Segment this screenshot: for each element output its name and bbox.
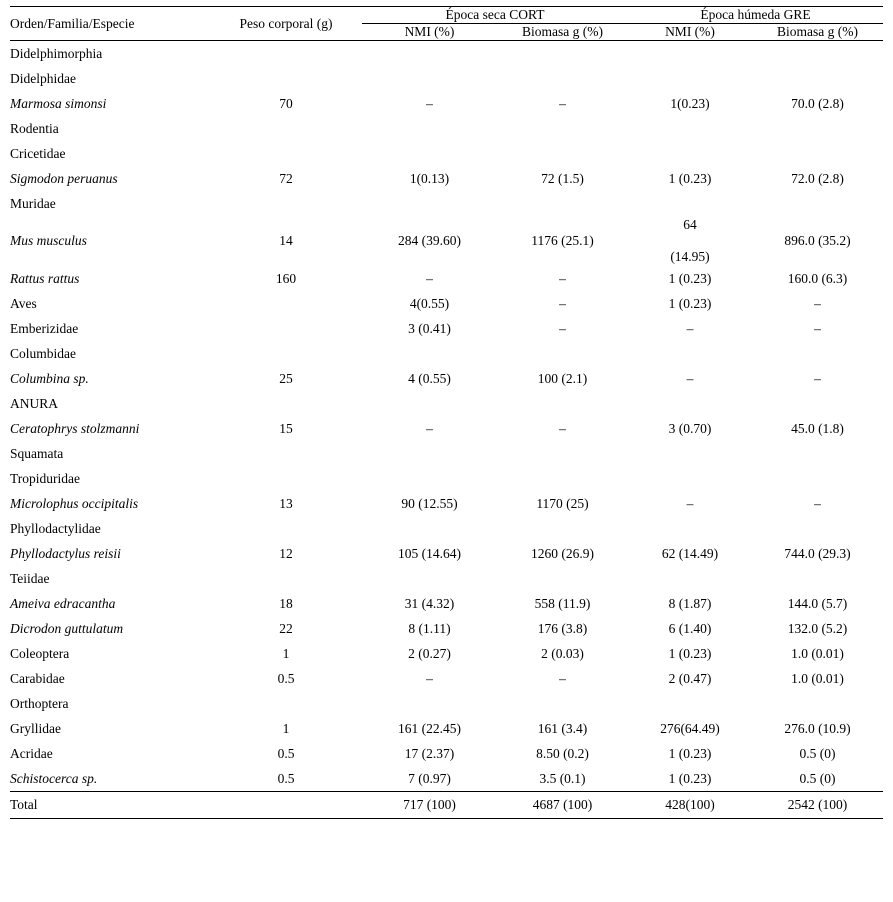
row-biomass-wet: – — [814, 295, 821, 311]
row-biomass-wet — [752, 441, 883, 466]
row-species-name: Tropiduridae — [10, 470, 80, 486]
row-species-name: Didelphimorphia — [10, 45, 103, 61]
total-label: Total — [10, 792, 210, 819]
row-species-name: Microlophus occipitalis — [10, 495, 139, 511]
row-nmi-wet — [628, 516, 752, 541]
table-row — [10, 91, 883, 116]
table-row — [10, 591, 883, 616]
row-nmi-wet: 1 (0.23) — [668, 170, 712, 186]
row-nmi-dry: 4 (0.55) — [408, 370, 451, 386]
row-biomass-dry — [497, 41, 628, 67]
row-biomass-dry: 2 (0.03) — [541, 645, 584, 661]
row-species-name: Sigmodon peruanus — [10, 170, 118, 186]
row-biomass-dry — [497, 566, 628, 591]
row-biomass-wet — [752, 516, 883, 541]
row-body-weight — [210, 116, 362, 141]
row-body-weight — [210, 341, 362, 366]
row-species-name: Gryllidae — [10, 720, 61, 736]
total-biomass-wet: 2542 (100) — [752, 792, 883, 819]
row-nmi-dry — [362, 341, 497, 366]
row-biomass-wet: 1.0 (0.01) — [791, 645, 844, 661]
row-species-name: Orthoptera — [10, 695, 69, 711]
row-biomass-wet: 744.0 (29.3) — [784, 545, 851, 561]
row-body-weight — [210, 441, 362, 466]
row-nmi-wet: 1 (0.23) — [668, 645, 712, 661]
row-nmi-dry: 161 (22.45) — [398, 720, 461, 736]
row-species-name: Mus musculus — [10, 233, 87, 248]
col-nmi-dry: NMI (%) — [404, 24, 455, 39]
table-row — [10, 741, 883, 766]
row-nmi-wet — [628, 41, 752, 67]
row-species-name: Rodentia — [10, 120, 59, 136]
bottom-rule — [10, 819, 883, 820]
row-nmi-dry: 8 (1.11) — [408, 620, 451, 636]
row-nmi-dry: – — [426, 95, 433, 111]
row-species-name: Phyllodactylus reisii — [10, 545, 121, 561]
row-nmi-wet-line2: (14.95) — [670, 249, 710, 264]
row-biomass-dry: 176 (3.8) — [537, 620, 588, 636]
row-biomass-wet: 160.0 (6.3) — [787, 270, 848, 286]
row-body-weight — [210, 566, 362, 591]
col-group-dry: Época seca CORT — [362, 7, 628, 24]
table-row — [10, 291, 883, 316]
table-row — [10, 541, 883, 566]
row-biomass-dry — [497, 691, 628, 716]
row-biomass-dry: 3.5 (0.1) — [539, 770, 586, 786]
row-nmi-dry — [362, 566, 497, 591]
row-body-weight: 13 — [279, 495, 293, 511]
row-body-weight: 0.5 — [277, 745, 295, 761]
row-body-weight: 72 — [279, 170, 293, 186]
row-body-weight: 25 — [279, 370, 293, 386]
row-nmi-wet — [628, 441, 752, 466]
row-biomass-dry — [497, 466, 628, 491]
row-biomass-wet: 0.5 (0) — [799, 770, 836, 786]
row-species-name: Aves — [10, 295, 37, 311]
table-row — [10, 616, 883, 641]
row-nmi-dry — [362, 516, 497, 541]
row-biomass-dry: 1170 (25) — [536, 495, 589, 511]
row-biomass-dry: 1260 (26.9) — [531, 545, 594, 561]
row-biomass-dry: 558 (11.9) — [534, 595, 591, 611]
col-group-wet: Época húmeda GRE — [628, 7, 883, 24]
row-body-weight — [210, 391, 362, 416]
row-biomass-wet — [752, 691, 883, 716]
row-biomass-dry — [497, 141, 628, 166]
row-biomass-wet: 276.0 (10.9) — [784, 720, 851, 736]
row-biomass-wet — [752, 466, 883, 491]
table-row — [10, 341, 883, 366]
row-nmi-wet — [628, 466, 752, 491]
row-body-weight: 14 — [279, 233, 293, 248]
row-biomass-wet: 70.0 (2.8) — [791, 95, 844, 111]
row-nmi-dry: 2 (0.27) — [408, 645, 451, 661]
row-nmi-dry: 4(0.55) — [409, 295, 450, 311]
table-row — [10, 766, 883, 792]
row-nmi-wet: 276(64.49) — [660, 720, 720, 736]
row-nmi-dry — [362, 191, 497, 216]
row-species-name: Schistocerca sp. — [10, 770, 98, 786]
row-nmi-wet — [628, 116, 752, 141]
row-body-weight — [210, 516, 362, 541]
row-biomass-wet: 1.0 (0.01) — [791, 670, 844, 686]
row-species-name: Ceratophrys stolzmanni — [10, 420, 140, 436]
total-weight — [210, 792, 362, 819]
row-nmi-dry — [362, 41, 497, 67]
table-row — [10, 41, 883, 67]
row-body-weight — [210, 316, 362, 341]
row-nmi-wet: – — [686, 495, 694, 511]
row-body-weight — [210, 141, 362, 166]
col-body-weight: Peso corporal (g) — [210, 7, 362, 41]
row-nmi-dry: 17 (2.37) — [404, 745, 455, 761]
total-row — [10, 792, 883, 819]
row-nmi-wet — [628, 216, 752, 266]
table-row — [10, 366, 883, 391]
row-nmi-wet: – — [686, 320, 694, 336]
row-biomass-dry — [497, 441, 628, 466]
row-nmi-dry — [362, 691, 497, 716]
row-biomass-dry: – — [559, 270, 566, 286]
row-species-name: Emberizidae — [10, 320, 79, 336]
table-row — [10, 466, 883, 491]
row-body-weight — [210, 191, 362, 216]
row-biomass-wet — [752, 566, 883, 591]
row-species-name: Dicrodon guttulatum — [10, 620, 124, 636]
row-nmi-wet: – — [686, 370, 694, 386]
row-nmi-wet: 2 (0.47) — [668, 670, 712, 686]
row-biomass-wet: – — [814, 495, 821, 511]
row-nmi-dry: 7 (0.97) — [408, 770, 451, 786]
row-biomass-dry: – — [559, 420, 566, 436]
table-row — [10, 441, 883, 466]
row-nmi-wet — [628, 141, 752, 166]
row-nmi-wet: 1(0.23) — [670, 95, 710, 111]
row-body-weight — [210, 691, 362, 716]
row-body-weight: 1 — [282, 720, 290, 736]
row-nmi-wet: 1 (0.23) — [668, 270, 712, 286]
row-nmi-dry — [362, 141, 497, 166]
row-body-weight — [210, 291, 362, 316]
row-nmi-wet — [628, 341, 752, 366]
table-row — [10, 141, 883, 166]
row-nmi-wet-line1: 64 — [683, 217, 697, 232]
total-nmi-wet: 428(100) — [628, 792, 752, 819]
row-nmi-wet — [628, 66, 752, 91]
row-biomass-wet: – — [814, 370, 821, 386]
row-nmi-dry: 284 (39.60) — [398, 233, 461, 248]
row-species-name: Columbina sp. — [10, 370, 89, 386]
row-nmi-wet: 6 (1.40) — [668, 620, 712, 636]
row-biomass-dry — [497, 516, 628, 541]
table-row — [10, 641, 883, 666]
row-biomass-dry — [497, 116, 628, 141]
row-biomass-dry — [497, 66, 628, 91]
row-nmi-dry: 105 (14.64) — [398, 545, 461, 561]
row-nmi-wet — [628, 691, 752, 716]
row-species-name: Acridae — [10, 745, 53, 761]
row-nmi-wet — [628, 191, 752, 216]
row-species-name: Coleoptera — [10, 645, 70, 661]
table-row — [10, 716, 883, 741]
row-nmi-dry: – — [426, 420, 433, 436]
row-body-weight: 0.5 — [277, 670, 295, 686]
table-row — [10, 416, 883, 441]
row-biomass-dry: 72 (1.5) — [541, 170, 584, 186]
row-nmi-wet — [628, 391, 752, 416]
row-nmi-dry — [362, 391, 497, 416]
row-biomass-wet — [752, 391, 883, 416]
total-biomass-dry: 4687 (100) — [497, 792, 628, 819]
row-nmi-dry: 31 (4.32) — [404, 595, 455, 611]
total-nmi-dry: 717 (100) — [362, 792, 497, 819]
row-body-weight — [210, 66, 362, 91]
row-body-weight: 22 — [279, 620, 293, 636]
row-species-name: Teiidae — [10, 570, 50, 586]
col-species: Orden/Familia/Especie — [10, 7, 210, 41]
row-biomass-dry: 8.50 (0.2) — [536, 745, 589, 761]
row-body-weight: 12 — [279, 545, 293, 561]
row-biomass-dry: – — [559, 95, 566, 111]
row-biomass-wet: 896.0 (35.2) — [784, 233, 851, 248]
row-body-weight: 1 — [282, 645, 290, 661]
row-nmi-wet: 1 (0.23) — [668, 295, 712, 311]
row-nmi-dry — [362, 66, 497, 91]
row-species-name: Squamata — [10, 445, 64, 461]
row-nmi-wet: 3 (0.70) — [668, 420, 712, 436]
row-biomass-wet — [752, 116, 883, 141]
row-biomass-wet: 144.0 (5.7) — [787, 595, 848, 611]
row-biomass-dry: 161 (3.4) — [537, 720, 588, 736]
col-nmi-wet: NMI (%) — [665, 24, 715, 39]
row-biomass-wet: 0.5 (0) — [799, 745, 836, 761]
header-group-row — [10, 7, 883, 24]
row-nmi-dry: 90 (12.55) — [401, 495, 458, 511]
row-species-name: Didelphidae — [10, 70, 76, 86]
row-biomass-wet: – — [814, 320, 821, 336]
row-nmi-dry — [362, 466, 497, 491]
row-nmi-wet: 1 (0.23) — [668, 770, 712, 786]
table-row — [10, 116, 883, 141]
row-biomass-wet — [752, 341, 883, 366]
table-row — [10, 391, 883, 416]
table-row — [10, 566, 883, 591]
row-body-weight: 15 — [279, 420, 293, 436]
row-species-name: Rattus rattus — [10, 270, 80, 286]
row-nmi-wet: 8 (1.87) — [668, 595, 712, 611]
col-biomass-dry: Biomasa g (%) — [522, 24, 603, 39]
row-nmi-wet — [628, 566, 752, 591]
row-biomass-dry — [497, 191, 628, 216]
row-biomass-wet — [752, 141, 883, 166]
row-species-name: Muridae — [10, 195, 56, 211]
row-biomass-wet — [752, 41, 883, 67]
row-biomass-wet: 132.0 (5.2) — [787, 620, 848, 636]
table-footer — [10, 792, 883, 820]
row-body-weight — [210, 41, 362, 67]
row-nmi-dry — [362, 441, 497, 466]
table-row — [10, 266, 883, 291]
row-body-weight: 0.5 — [277, 770, 295, 786]
row-nmi-wet: 62 (14.49) — [661, 545, 719, 561]
col-biomass-wet: Biomasa g (%) — [777, 24, 858, 39]
row-biomass-dry: 1176 (25.1) — [531, 233, 594, 248]
row-body-weight: 70 — [279, 95, 293, 111]
row-biomass-dry — [497, 341, 628, 366]
row-biomass-dry: 100 (2.1) — [537, 370, 588, 386]
row-biomass-dry — [497, 391, 628, 416]
row-body-weight — [210, 466, 362, 491]
row-species-name: Carabidae — [10, 670, 65, 686]
row-biomass-dry: – — [559, 670, 566, 686]
row-species-name: Cricetidae — [10, 145, 66, 161]
row-nmi-dry — [362, 116, 497, 141]
row-species-name: ANURA — [10, 395, 59, 411]
row-biomass-wet: 45.0 (1.8) — [791, 420, 844, 436]
row-biomass-wet: 72.0 (2.8) — [791, 170, 844, 186]
table-header — [10, 7, 883, 41]
row-biomass-wet — [752, 66, 883, 91]
table-row — [10, 66, 883, 91]
row-biomass-wet — [752, 191, 883, 216]
row-nmi-dry: 1(0.13) — [409, 170, 450, 186]
row-nmi-wet: 1 (0.23) — [668, 745, 712, 761]
table-row — [10, 191, 883, 216]
table-body — [10, 41, 883, 792]
row-species-name: Marmosa simonsi — [10, 95, 107, 111]
row-species-name: Ameiva edracantha — [10, 595, 116, 611]
row-biomass-dry: – — [559, 320, 566, 336]
row-nmi-dry: – — [426, 670, 433, 686]
table-row — [10, 166, 883, 191]
table-row — [10, 691, 883, 716]
row-body-weight: 160 — [275, 270, 297, 286]
table-row — [10, 316, 883, 341]
table-row — [10, 216, 883, 266]
species-table — [10, 6, 883, 819]
row-species-name: Phyllodactylidae — [10, 520, 101, 536]
table-row — [10, 516, 883, 541]
table-row — [10, 666, 883, 691]
row-body-weight: 18 — [279, 595, 293, 611]
row-nmi-dry: 3 (0.41) — [408, 320, 451, 336]
table-row — [10, 491, 883, 516]
row-biomass-dry: – — [559, 295, 566, 311]
row-species-name: Columbidae — [10, 345, 76, 361]
row-nmi-dry: – — [426, 270, 433, 286]
